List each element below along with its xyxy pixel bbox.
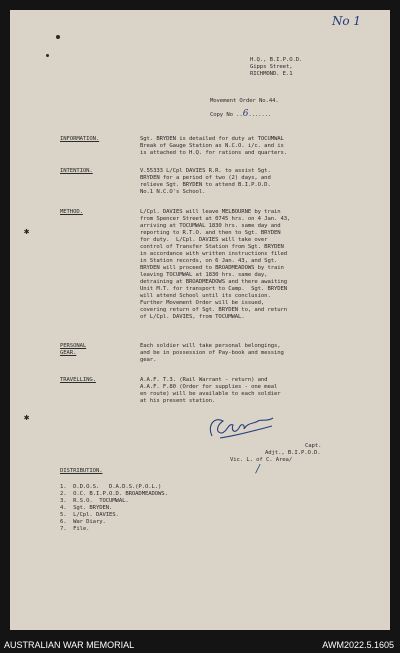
section-line: en route) will be available to each soldier: [140, 391, 281, 397]
section-line: BRYDEN will proceed to BROADMEADOWS by train: [140, 265, 284, 271]
section-line: detraining at BROADMEADOWS and there awaiting: [140, 279, 288, 285]
distribution-item: 5. L/Cpl. DAVIES.: [60, 512, 119, 518]
footer-accession: AWM2022.5.1605: [322, 640, 394, 650]
copy-number-handwritten: 6: [242, 109, 249, 119]
section-line: Unit M.T. for transport to Camp. Sgt. BRYDEN: [140, 286, 288, 292]
document-page: [10, 10, 390, 630]
section-line: from Spencer Street at 0745 hrs. on 4 Jan. 43,: [140, 216, 291, 222]
section-line: Each soldier will take personal belongings,: [140, 343, 281, 349]
address-line: RICHMOND. E.1: [250, 71, 293, 77]
footer-source: AUSTRALIAN WAR MEMORIAL: [4, 640, 135, 650]
address-line: H.Q., B.I.P.O.D.: [250, 57, 303, 63]
copy-label: Copy No ..: [210, 112, 243, 118]
section-line: of L/Cpl. DAVIES, from TOCUMWAL.: [140, 314, 245, 320]
section-line: relieve Sgt. BRYDEN to attend B.I.P.O.D.: [140, 182, 271, 188]
section-heading: METHOD.: [60, 209, 83, 215]
section-line: Further Movement Order will be issued,: [140, 300, 265, 306]
distribution-item: 1. D.D.O.S. D.A.D.S.(P.O.L.): [60, 484, 162, 490]
section-heading: INFORMATION.: [60, 136, 100, 142]
section-line: in Station records, on 6 Jan. 43, and Sgt.: [140, 258, 278, 264]
section-line: leaving TOCUMWAL at 1830 hrs. same day,: [140, 272, 268, 278]
section-line: arriving at TOCUMWAL 1830 hrs. same day and: [140, 223, 281, 229]
distribution-heading: DISTRIBUTION.: [60, 468, 103, 474]
section-line: covering return of Sgt. BRYDEN to, and return: [140, 307, 288, 313]
section-line: will attend School until its conclusion.: [140, 293, 271, 299]
punch-mark: [56, 35, 60, 39]
signature-title: Adjt., B.I.P.O.D.: [265, 450, 321, 456]
signature-area: Vic. L. of C. Area/: [230, 457, 293, 463]
section-line: at his present station.: [140, 398, 216, 404]
section-heading: GEAR.: [60, 350, 77, 356]
distribution-item: 2. O.C. B.I.P.O.D. BROADMEADOWS.: [60, 491, 168, 497]
footer-bar: [0, 638, 400, 653]
section-line: for duty. L/Cpl. DAVIES will take over: [140, 237, 268, 243]
section-line: A.A.F. F.80 (Order for supplies - one meal: [140, 384, 278, 390]
section-line: BRYDEN for a period of two (2) days, and: [140, 175, 271, 181]
address-line: Gipps Street,: [250, 64, 293, 70]
section-line: and be in possession of Pay-book and messing: [140, 350, 284, 356]
order-title: Movement Order No.44.: [210, 98, 279, 104]
section-line: is attached to H.Q. for rations and quarters.: [140, 150, 288, 156]
handwritten-mark: /: [256, 462, 260, 475]
section-line: Sgt. BRYDEN is detailed for duty at TOCUMWAL: [140, 136, 284, 142]
section-heading: INTENTION.: [60, 168, 93, 174]
section-line: control of Transfer Station from Sgt. BRYDEN: [140, 244, 284, 250]
page-number-mark: No 1: [332, 14, 361, 28]
distribution-item: 4. Sgt. BRYDEN.: [60, 505, 113, 511]
section-heading: TRAVELLING.: [60, 377, 96, 383]
section-line: V.55333 L/Cpl DAVIES R.R. to assist Sgt.: [140, 168, 271, 174]
punch-mark: ✱: [24, 413, 30, 423]
section-line: L/Cpl. DAVIES will leave MELBOURNE by train: [140, 209, 281, 215]
punch-mark: ✱: [24, 227, 30, 237]
signature-graphic: [204, 410, 282, 444]
distribution-item: 7. File.: [60, 526, 90, 532]
punch-mark: [46, 54, 49, 57]
section-line: gear.: [140, 357, 157, 363]
section-heading: PERSONAL: [60, 343, 87, 349]
signature-rank: Capt.: [305, 443, 322, 449]
section-line: Break of Gauge Station as N.C.O. i/c. and is: [140, 143, 284, 149]
section-line: A.A.F. T.3. (Rail Warrant - return) and: [140, 377, 268, 383]
section-line: No.1 N.C.O's School.: [140, 189, 206, 195]
distribution-item: 3. R.S.O. TOCUMWAL.: [60, 498, 129, 504]
section-line: in accordance with written instructions filed: [140, 251, 288, 257]
distribution-item: 6. War Diary.: [60, 519, 106, 525]
copy-dots: .......: [248, 112, 272, 118]
copy-number-line: [210, 111, 271, 119]
section-line: reporting to R.T.O. and then to Sgt. BRYDEN: [140, 230, 281, 236]
